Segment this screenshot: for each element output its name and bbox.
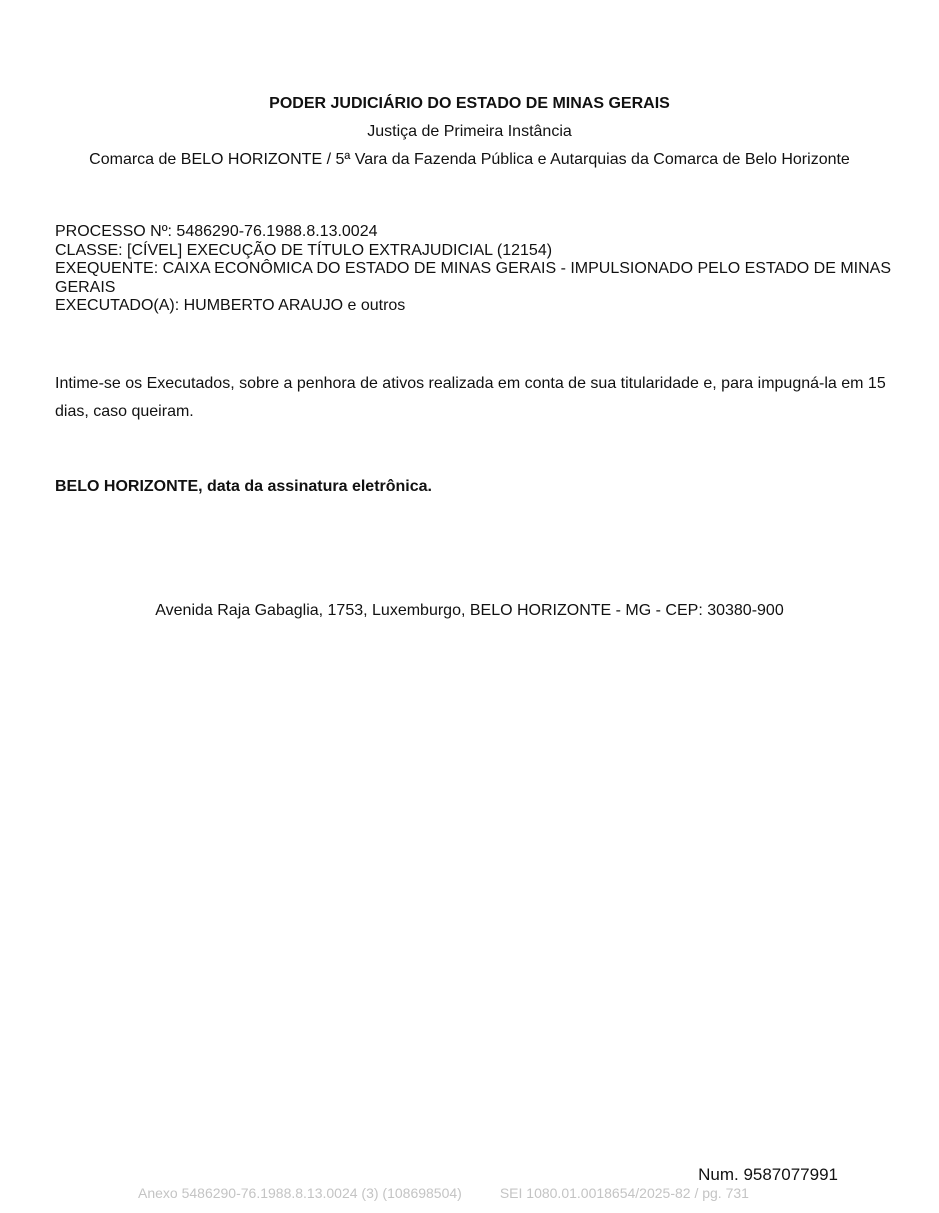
sei-stamp: SEI 1080.01.0018654/2025-82 / pg. 731 [499,1185,749,1201]
page-stamp [138,1184,749,1202]
annex-stamp: Anexo 5486290-76.1988.8.13.0024 (3) (108698504) [138,1185,462,1201]
court-address: Avenida Raja Gabaglia, 1753, Luxemburgo, BELO HORIZONTE - MG - CEP: 30380-900 [155,602,784,619]
executado: EXECUTADO(A): HUMBERTO ARAUJO e outros [55,297,406,314]
processo-number: PROCESSO Nº: 5486290-76.1988.8.13.0024 [55,223,378,240]
order-text: Intime-se os Executados, sobre a penhora de ativos realizada em conta de sua titularidade e, para impugná-la em 15 dias, caso queiram. [55,375,886,420]
case-info [55,223,895,316]
court-title: PODER JUDICIÁRIO DO ESTADO DE MINAS GERAIS [269,95,670,112]
instance-subtitle: Justiça de Primeira Instância [367,123,572,140]
place-date-signature: BELO HORIZONTE, data da assinatura eletrônica. [55,478,432,495]
case-class: CLASSE: [CÍVEL] EXECUÇÃO DE TÍTULO EXTRAJUDICIAL (12154) [55,241,553,259]
document-number: Num. 9587077991 [698,1165,838,1184]
comarca-line: Comarca de BELO HORIZONTE / 5ª Vara da Fazenda Pública e Autarquias da Comarca de Belo Horizonte [89,151,850,168]
exequente: EXEQUENTE: CAIXA ECONÔMICA DO ESTADO DE MINAS GERAIS - IMPULSIONADO PELO ESTADO DE MINAS GERAIS [55,260,892,296]
